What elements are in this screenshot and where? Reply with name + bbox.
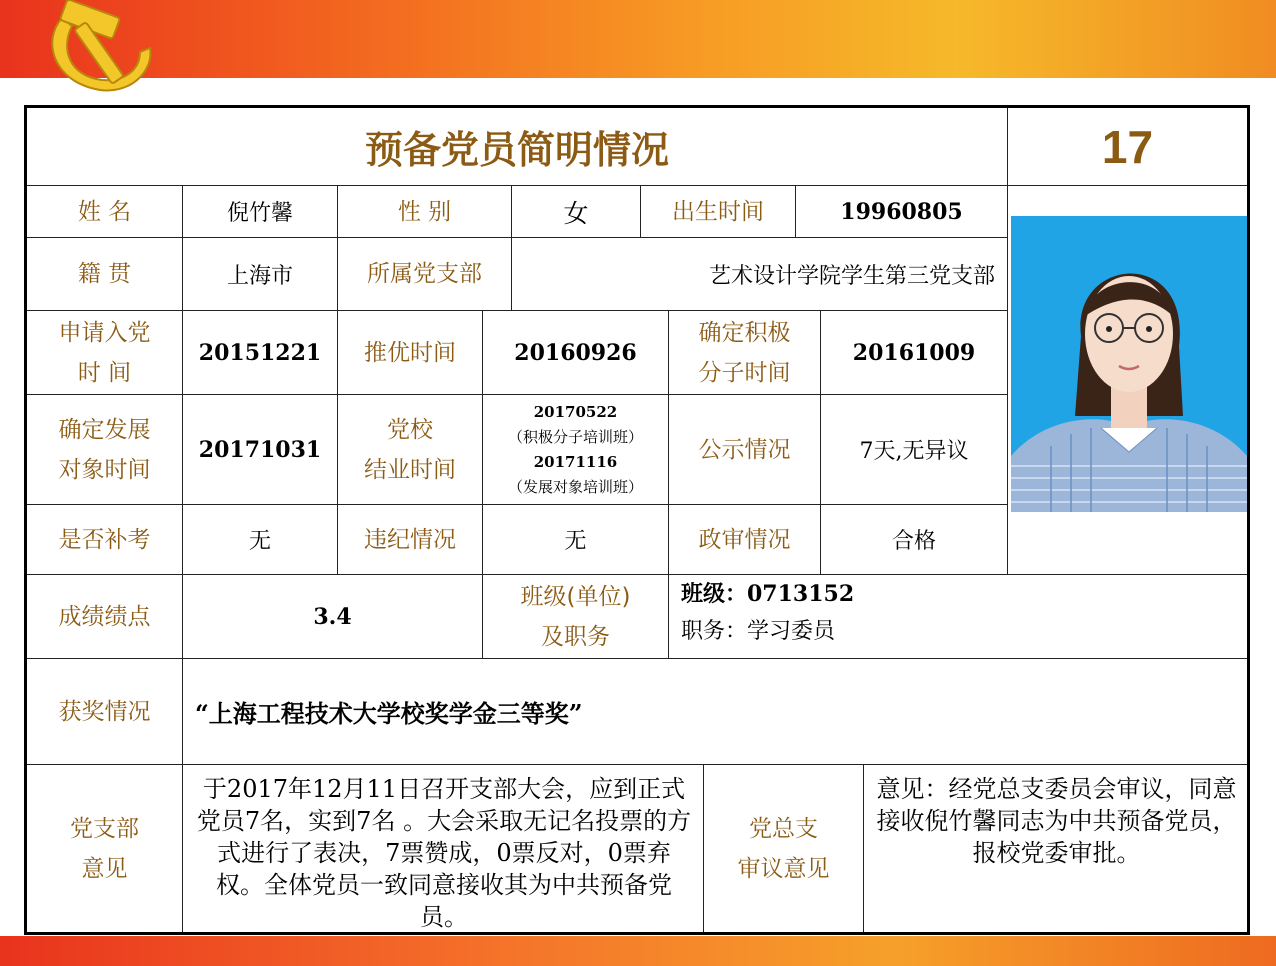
class-duty-label-line2: 及职务 <box>541 623 610 650</box>
party-school-label-line1: 党校 <box>387 416 433 443</box>
political-review-value: 合格 <box>821 505 1008 575</box>
bottom-banner <box>0 936 1276 966</box>
activist-time-label-line1: 确定积极 <box>698 319 791 346</box>
apply-time-value: 20151221 <box>183 311 338 395</box>
name-value: 倪竹馨 <box>183 186 338 238</box>
apply-time-label-line1: 申请入党 <box>58 319 151 346</box>
table-title: 预备党员简明情况 <box>27 108 1008 186</box>
general-branch-label <box>704 765 864 932</box>
class-duty-value <box>669 575 1247 659</box>
photo-spacer <box>1008 505 1247 575</box>
branch-opinion-label-line1: 党支部 <box>70 815 139 842</box>
birth-value: 19960805 <box>796 186 1008 238</box>
gpa-label: 成绩绩点 <box>27 575 183 659</box>
origin-value: 上海市 <box>183 238 338 311</box>
branch-opinion-text: 于2017年12月11日召开支部大会，应到正式党员7名，实到7名 。大会采取无记名投票的方式进行了表决，7票赞成，0票反对，0票弃权。全体党员一致同意接收其为中共预备党员。 <box>183 765 704 932</box>
party-school-date-2: 20171116 <box>533 452 618 471</box>
development-time-label-line2: 对象时间 <box>58 456 151 483</box>
origin-label: 籍 贯 <box>27 238 183 311</box>
class-duty-label <box>483 575 669 659</box>
discipline-label: 违纪情况 <box>338 505 483 575</box>
info-table <box>24 105 1250 935</box>
branch-value: 艺术设计学院学生第三党支部 <box>512 238 1008 311</box>
gender-value: 女 <box>512 186 641 238</box>
party-school-note-2: （发展对象培训班） <box>507 477 643 496</box>
general-branch-opinion-text: 意见：经党总支委员会审议，同意接收倪竹馨同志为中共预备党员，报校党委审批。 <box>876 775 1237 867</box>
apply-time-label <box>27 311 183 395</box>
publicity-label: 公示情况 <box>669 395 821 505</box>
branch-opinion-label-line2: 意见 <box>81 855 128 882</box>
development-time-value: 20171031 <box>183 395 338 505</box>
party-school-label <box>338 395 483 505</box>
gpa-value: 3.4 <box>183 575 483 659</box>
activist-time-value: 20161009 <box>821 311 1008 395</box>
top-banner <box>0 0 1276 78</box>
activist-time-label <box>669 311 821 395</box>
general-branch-label-line1: 党总支 <box>749 815 818 842</box>
student-portrait-photo <box>1011 216 1247 512</box>
portrait-icon <box>1011 216 1247 512</box>
birth-label: 出生时间 <box>641 186 796 238</box>
development-time-label-line1: 确定发展 <box>58 416 151 443</box>
party-school-label-line2: 结业时间 <box>364 456 456 483</box>
class-line: 班级：0713152 <box>681 581 855 607</box>
branch-opinion-label <box>27 765 183 932</box>
recommend-time-label: 推优时间 <box>338 311 483 395</box>
hammer-sickle-emblem-icon <box>22 0 172 108</box>
activist-time-label-line2: 分子时间 <box>698 359 791 386</box>
recommend-time-value: 20160926 <box>483 311 669 395</box>
development-time-label <box>27 395 183 505</box>
award-label: 获奖情况 <box>27 659 183 765</box>
apply-time-label-line2: 时 间 <box>77 359 132 386</box>
general-branch-label-line2: 审议意见 <box>737 855 830 882</box>
award-value: “上海工程技术大学校奖学金三等奖” <box>183 659 1247 765</box>
class-duty-label-line1: 班级(单位) <box>520 583 631 610</box>
discipline-value: 无 <box>483 505 669 575</box>
party-school-note-1: （积极分子培训班） <box>507 427 643 446</box>
publicity-value: 7天,无异议 <box>821 395 1008 505</box>
political-review-label: 政审情况 <box>669 505 821 575</box>
party-school-value <box>483 395 669 505</box>
branch-label: 所属党支部 <box>338 238 512 311</box>
slide-number: 17 <box>1008 108 1247 186</box>
makeup-exam-value: 无 <box>183 505 338 575</box>
party-school-date-1: 20170522 <box>533 402 618 421</box>
name-label: 姓 名 <box>27 186 183 238</box>
makeup-exam-label: 是否补考 <box>27 505 183 575</box>
gender-label: 性 别 <box>338 186 512 238</box>
duty-line: 职务：学习委员 <box>681 619 836 644</box>
